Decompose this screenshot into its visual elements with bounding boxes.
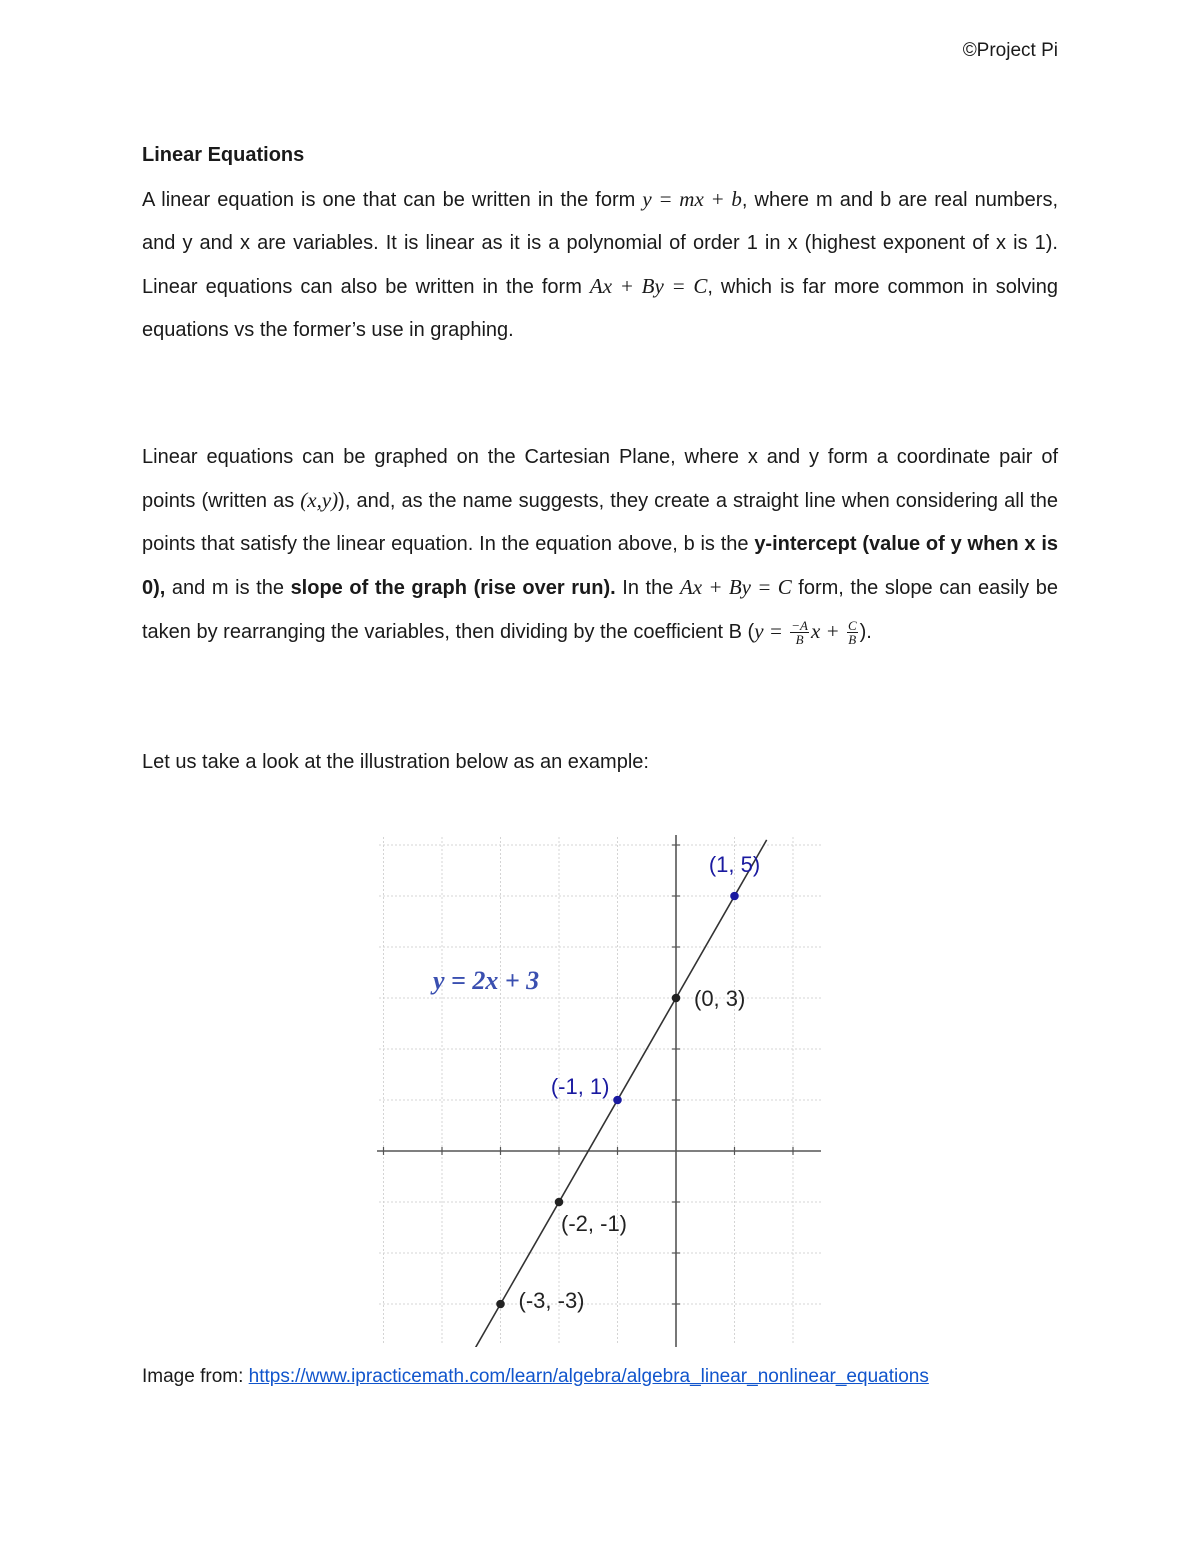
text: In the [615,577,680,599]
coordinate-pair: (x,y) [300,488,339,512]
text: and m is the [165,577,291,599]
text: , where m and b are real numbers, and y and x are variables. It is linear as it is a polynomial of order 1 in x (highest exponent of x is 1). Linear equations can also be written in the form [142,189,1059,298]
caption-label: Image from: [142,1366,249,1387]
point-marker [730,892,739,901]
standard-form-formula: Ax + By = C [589,274,708,298]
text: A linear equation is one that can be written in the form [142,189,643,211]
paragraph-graphing [142,436,1058,654]
source-link[interactable]: https://www.ipracticemath.com/learn/algebra/algebra_linear_nonlinear_equations [248,1366,929,1387]
point-label: (-3, -3) [518,1288,585,1313]
image-caption [142,1366,929,1388]
point-marker [496,1300,505,1309]
rearranged-formula-start: y = [754,619,789,643]
text: Linear equations can be graphed on the Cartesian Plane, where x and y form a coordinate pair of points (written as [142,446,1058,512]
point-label: (-1, 1) [550,1074,610,1099]
fraction-neg-a-over-b: $\frac{-A}{B}$ [791,618,808,648]
bold-term-y-intercept: y-intercept (value of y when x is 0), [142,533,1059,599]
point-marker [672,994,681,1003]
standard-form-formula: Ax + By = C [679,575,792,599]
text: ), and, as the name suggests, they create a straight line when considering all the points that satisfy the linear equation. In the equation above, b is the [142,490,1059,555]
point-label: (0, 3) [694,986,746,1011]
bold-term-slope: slope of the graph (rise over run). [290,577,616,599]
text: form, the slope can easily be taken by rearranging the variables, then dividing by the coefficient B ( [142,577,1059,643]
fraction-c-over-b: $\frac{C}{B}$ [847,618,857,648]
graph-line [471,840,766,1347]
point-label: (-2, -1) [561,1211,627,1236]
slope-intercept-formula: y = mx + b [642,187,742,211]
graph-labels [430,852,760,1313]
page-header: ©Project Pi [962,40,1058,61]
point-marker [555,1198,564,1207]
line-y-equals-2x-plus-3 [471,840,766,1347]
rearranged-formula-mid: x + [810,619,845,643]
text: ). [859,621,872,643]
section-title: Linear Equations [142,144,305,166]
paragraph-definition [142,178,1058,352]
paragraph-example-intro: Let us take a look at the illustration below as an example: [142,751,649,773]
text: , which is far more common in solving equations vs the former’s use in graphing. [142,276,1058,341]
linear-equation-graph [375,833,823,1347]
point-label: (1, 5) [708,852,761,877]
point-marker [613,1096,622,1105]
equation-label: y = 2x + 3 [433,966,540,995]
